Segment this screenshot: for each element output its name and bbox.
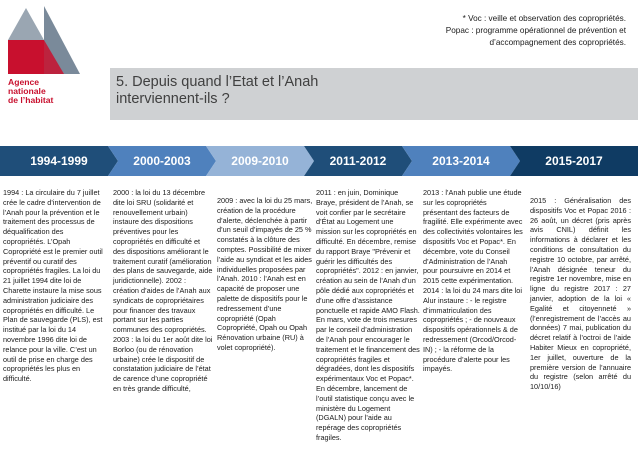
page-title xyxy=(116,74,318,108)
period-2009-2010 xyxy=(206,146,314,176)
title-banner xyxy=(110,68,638,120)
logo-wordmark xyxy=(8,78,92,105)
column-text: 2009 : avec la loi du 25 mars, création de la procédure d’alerte, déclenchée à partir d’un seuil d’impayés de 25 % constatés à la clôture des comptes. Possibilité de mixer l’aide au syndicat et les aides individuelles proposées par l’Anah. 2010 : l’Anah est en capacité de proposer une palette de dispositifs pour le redressement d’une copropriété (Opah Copropriété, Opah ou Opah Rénovation urbaine (RU) à volet copropriété). xyxy=(217,196,313,352)
timeline xyxy=(0,146,638,176)
logo-line1: Agence xyxy=(8,77,40,87)
column-text: 2000 : la loi du 13 décembre dite loi SRU (solidarité et renouvellement urbain) instaure des dispositions préventives pour les copropriétés en difficulté et des dispositions améliorant le traitement curatif (amélioration des plans de sauvegarde, aide juridictionnelle). 2002 : création d’aides de l’Anah aux syndicats de copropriétaires pour financer des travaux portant sur les parties communes des copropriétés. 2003 : la loi du 1er août dite loi Borloo (ou de rénovation urbaine) crée le dispositif de constatation judiciaire de l’état de carence d’une copropriété en très grande difficulté, xyxy=(113,188,213,393)
period-2013-2014 xyxy=(402,146,520,176)
title-line2: interviennent-ils ? xyxy=(116,91,230,107)
period-2011-2012 xyxy=(304,146,412,176)
footnote xyxy=(326,13,626,49)
anah-logo xyxy=(0,0,92,105)
column-2009-2010 xyxy=(217,196,313,353)
column-2000-2003 xyxy=(113,188,213,394)
period-label: 2000-2003 xyxy=(133,154,191,168)
period-label: 2013-2014 xyxy=(432,154,490,168)
period-label: 2009-2010 xyxy=(231,154,289,168)
period-2015-2017 xyxy=(510,146,638,176)
column-text: 1994 : La circulaire du 7 juillet crée le cadre d’intervention de l’Anah pour la prévention et le traitement des processus de déqualification des copropriétés. L’Opah Copropriété est le premier outil préventif ou curatif des copropriétés fragiles. La loi du 21 juillet 1994 dite loi de Charette instaure la mise sous administration judiciaire des copropriétés en difficulté. Le Plan de sauvegarde (PLS), est institué par la loi du 14 novembre 1996 dite loi de relance pour la ville. C’est un outil de prise en charge des copropriétés les plus en difficulté. xyxy=(3,188,103,384)
period-2000-2003 xyxy=(108,146,216,176)
column-text: 2013 : l’Anah publie une étude sur les copropriétés présentant des facteurs de fragilité. Elle expérimente avec des collectivités volontaires les dispositifs Voc et Popac*. En décembre, vote du Conseil d’Administration de l’Anah pour poursuivre en 2014 et 2015 cette expérimentation. 2014 : la loi du 24 mars dite loi Alur instaure : - le registre d’immatriculation des copropriétés ; - de nouveaux dispositifs opérationnels & de redressement (Orcod/Orcod-IN) ; - la réforme de la procédure d’alerte pour les impayés. xyxy=(423,188,523,374)
column-text: 2015 : Généralisation des dispositifs Voc et Popac 2016 : 26 août, un décret (pris après avis CNIL) définit les informations à déclarer et les conditions de consultation du registre 10 octobre, par arrêté, l’Anah désignée teneur du registre 1er novembre, mise en ligne du registre 2017 : 27 janvier, adoption de la loi « Egalité et citoyenneté » (l’enregistrement de l’accès au données) 7 mai, publication du décret relatif à l’octroi de l’aide Habiter Mieux en copropriété, 1er juillet, ouverture de la première version de l’annuaire du registre (selon arrêté du 10/10/16) xyxy=(530,196,631,392)
footnote-line1: * Voc : veille et observation des copropriétés. xyxy=(462,14,626,23)
footnote-line2: Popac : programme opérationnel de prévention et xyxy=(445,26,626,35)
anah-logo-icon xyxy=(0,0,92,78)
column-1994-1999 xyxy=(3,188,103,384)
title-line1: 5. Depuis quand l’Etat et l’Anah xyxy=(116,74,319,90)
period-label: 1994-1999 xyxy=(30,154,88,168)
logo-line2: nationale xyxy=(8,86,46,96)
column-2011-2012 xyxy=(316,188,420,443)
period-1994-1999 xyxy=(0,146,118,176)
column-text: 2011 : en juin, Dominique Braye, président de l’Anah, se voit confier par le secrétaire d’État au Logement une mission sur les copropriétés en difficulté. En décembre, remise du rapport Braye "Prévenir et guérir les difficultés des copropriétés". 2012 : en janvier, création au sein de l’Anah d’un pôle dédié aux copropriétés et d’une offre d’assistance ponctuelle et rapide AMO Flash. En mars, vote de trois mesures par le conseil d’administration de l’Anah pour encourager le traitement et le financement des copropriétés fragiles et dégradées, dont les dispositifs expérimentaux Voc et Popac*. En décembre, lancement de l’outil statistique conçu avec le ministère du Logement (DGALN) pour l’aide au repérage des copropriétés fragiles. xyxy=(316,188,420,442)
logo-line3: de l’habitat xyxy=(8,95,54,105)
column-2015-2017 xyxy=(530,196,631,392)
column-2013-2014 xyxy=(423,188,523,374)
period-label: 2015-2017 xyxy=(545,154,603,168)
period-label: 2011-2012 xyxy=(329,154,387,168)
footnote-line3: d’accompagnement des copropriétés. xyxy=(489,38,626,47)
